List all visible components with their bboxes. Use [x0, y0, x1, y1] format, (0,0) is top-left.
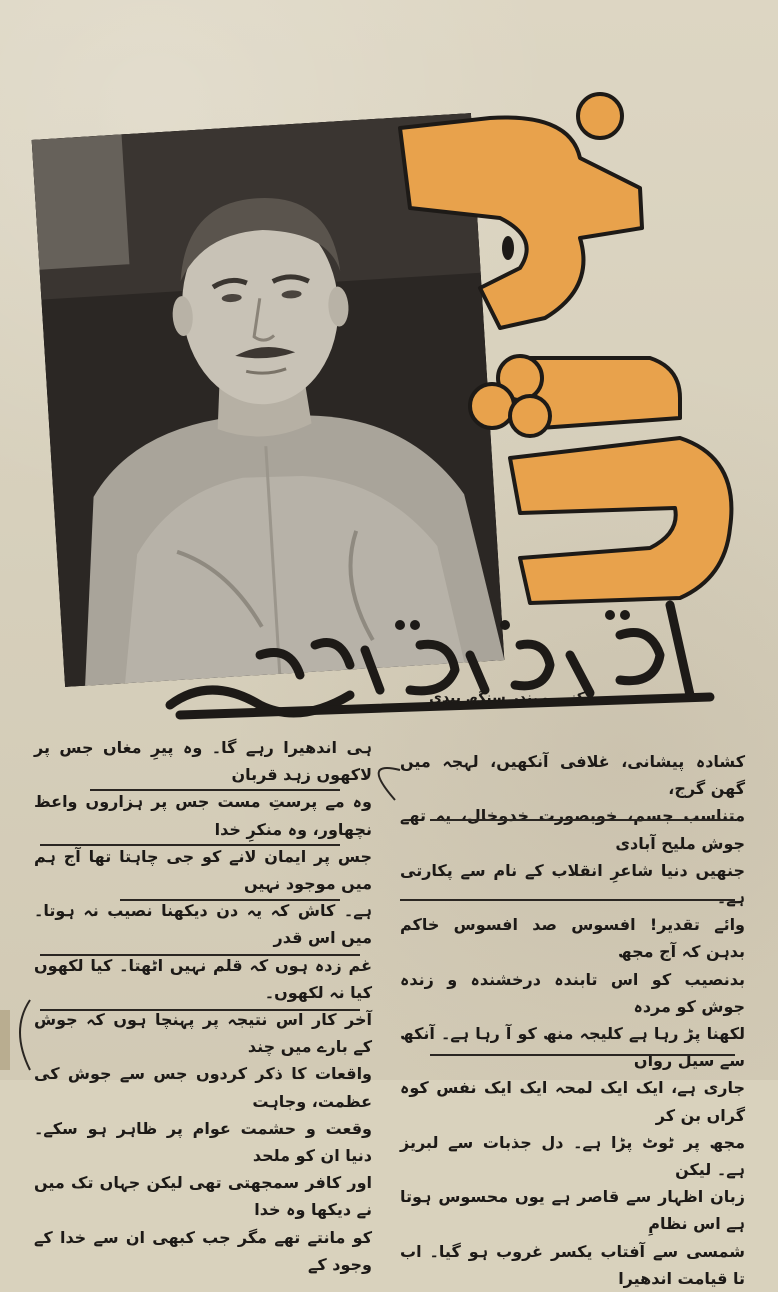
paragraph-line: جنھیں دنیا شاعرِ انقلاب کے نام سے پکارتی ہے۔: [400, 860, 745, 908]
paragraph-line: بدنصیب کو اس تابندہ درخشندہ و زندہ جوش کو مردہ: [400, 969, 745, 1016]
paragraph-line: وائے تقدیر! افسوس صد افسوس خاکم بدہن کہ آج مجھ: [400, 915, 745, 962]
title-artwork: [380, 88, 760, 648]
paragraph-line: جاری ہے، ایک ایک لمحہ ایک ایک نفس کوہ گراں بن کر: [400, 1078, 745, 1125]
paragraph-line: کشادہ پیشانی، غلافی آنکھیں، لہجہ میں گھن گرج،: [400, 752, 745, 799]
paragraph-line: زبان اظہار سے قاصر ہے یوں محسوس ہوتا ہے اس نظامِ: [400, 1187, 745, 1234]
author-byline: کنور مہندر سنگھ بیدی: [429, 690, 585, 706]
paragraph-line: غم زدہ ہوں کہ قلم نہیں اٹھتا۔ کیا لکھوں کیا نہ لکھوں۔: [34, 955, 372, 1002]
article-column-left: [34, 734, 372, 1274]
paragraph-line: متناسب جسم، خوبصورت خدوخال، یہ تھے جوش ملیح آبادی: [400, 806, 745, 853]
paragraph-line: مجھ پر ٹوٹ پڑا ہے۔ دل جذبات سے لبریز ہے۔ لیکن: [400, 1132, 745, 1180]
article-column-right: [400, 748, 745, 1288]
paragraph-line: شمسی سے آفتاب یکسر غروب ہو گیا۔ اب تا قیامت اندھیرا: [400, 1241, 745, 1288]
paragraph-line: وہ مے پرستِ مست جس پر ہزاروں واعظ نچھاور، وہ منکرِ خدا: [34, 792, 372, 839]
paragraph-line: آخر کار اس نتیجہ پر پہنچا ہوں کہ جوش کے بارے میں چند: [34, 1010, 372, 1057]
paragraph-line: اور کافر سمجھتی تھی لیکن جہاں تک میں نے دیکھا وہ خدا: [34, 1173, 372, 1220]
page-edge: [0, 1010, 10, 1070]
paragraph-line: جس پر ایمان لانے کو جی چاہتا تھا آج ہم میں موجود نہیں: [34, 846, 372, 894]
paragraph-line: لکھنا پڑ رہا ہے کلیجہ منھ کو آ رہا ہے۔ آنکھ سے سیل رواں: [400, 1024, 745, 1071]
paragraph-line: ہے۔ کاش کہ یہ دن دیکھنا نصیب نہ ہوتا۔ میں اس قدر: [34, 901, 372, 948]
paragraph-line: کو مانتے تھے مگر جب کبھی ان سے خدا کے وجود کے: [34, 1227, 372, 1274]
paragraph-line: وقعت و حشمت عوام پر ظاہر ہو سکے۔ دنیا ان کو ملحد: [34, 1118, 372, 1166]
paragraph-line: واقعات کا ذکر کردوں جس سے جوش کی عظمت، وجاہت: [34, 1064, 372, 1111]
paragraph-line: ہی اندھیرا رہے گا۔ وہ پیرِ مغاں جس پر لاکھوں زہد قربان: [34, 738, 372, 785]
